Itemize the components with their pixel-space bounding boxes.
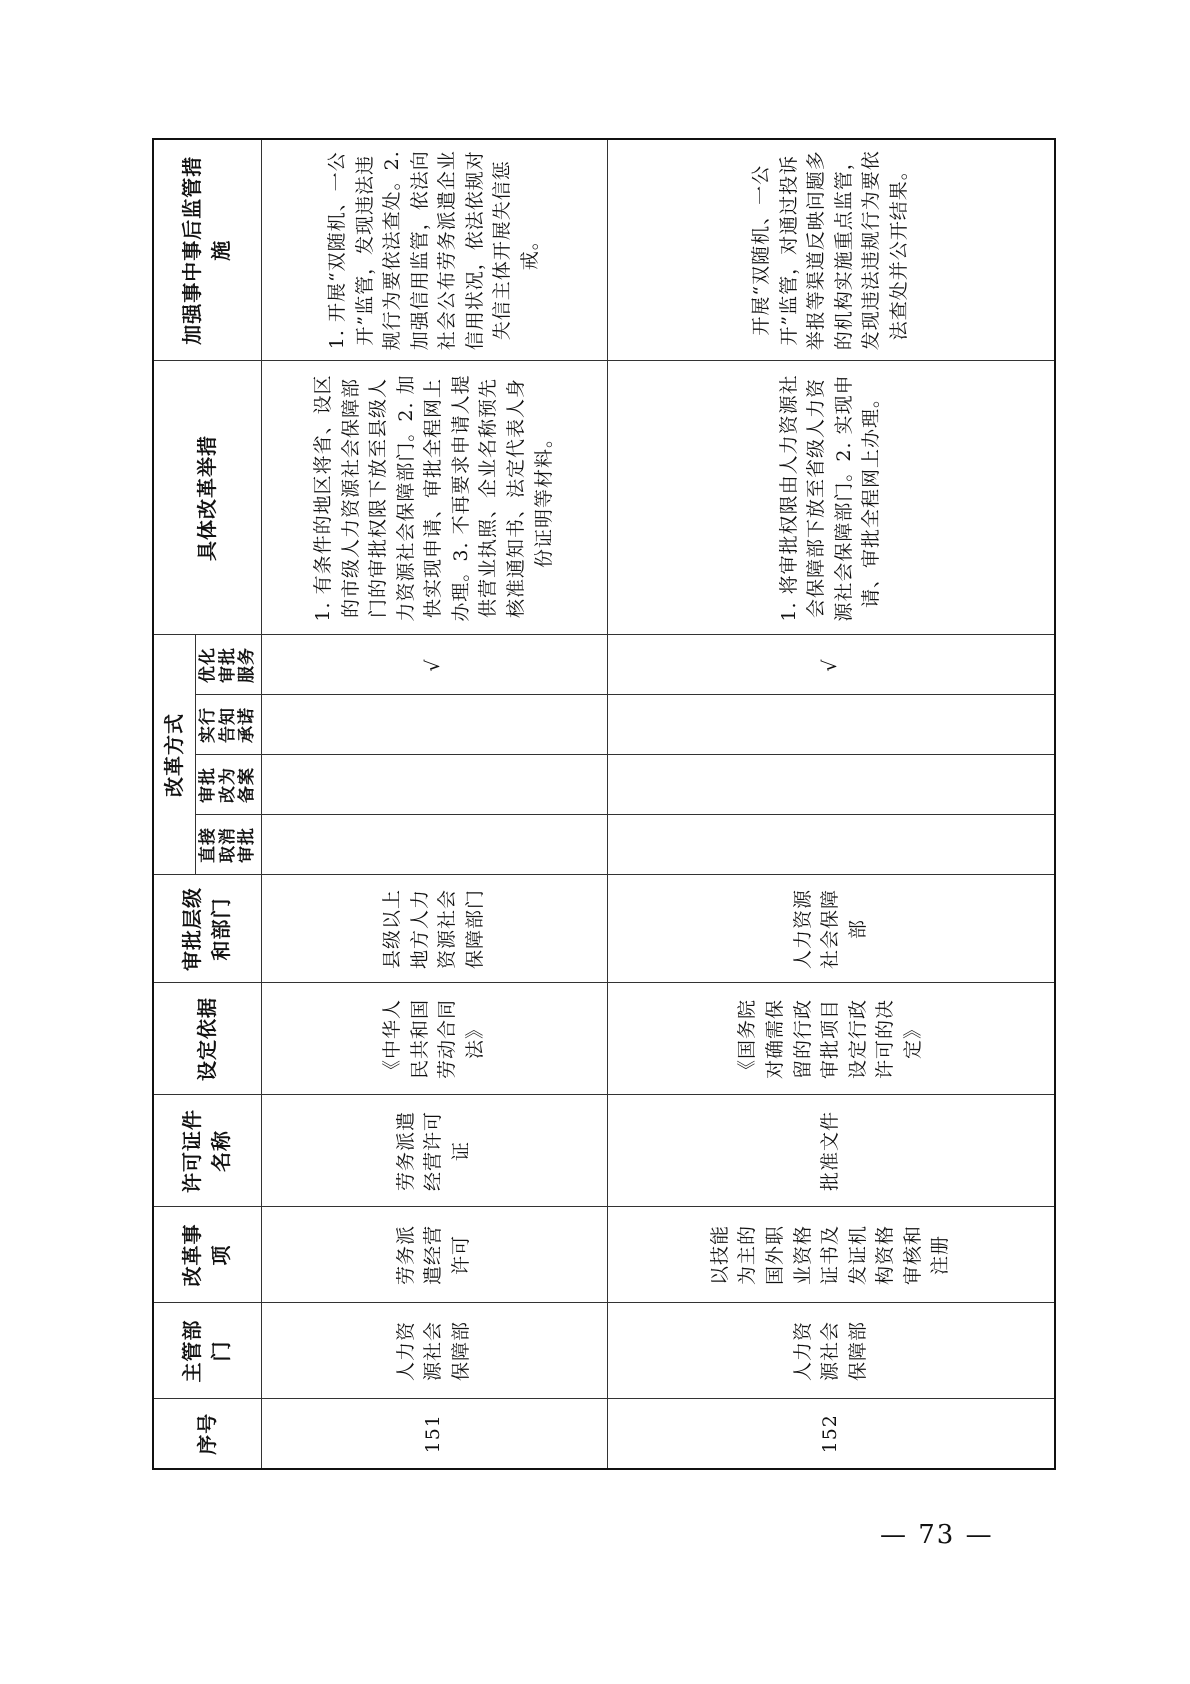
header-item: 改革事项 [153, 1207, 261, 1303]
header-level: 审批层级和部门 [153, 875, 261, 983]
cell-dept: 人力资源社会保障部 [607, 1303, 1055, 1399]
cell-mode-cancel [607, 815, 1055, 875]
cell-level: 人力资源社会保障部 [607, 875, 1055, 983]
cell-measures: 1. 将审批权限由人力资源社会保障部下放至省级人力资源社会保障部门。2. 实现申请、审批全程网上办理。 [607, 361, 1055, 635]
cell-dept: 人力资源社会保障部 [261, 1303, 607, 1399]
table-row-152 [607, 139, 1055, 1469]
cell-basis: 《国务院对确需保留的行政审批项目设定行政许可的决定》 [607, 983, 1055, 1095]
cell-measures: 1. 有条件的地区将省、设区的市级人力资源社会保障部门的审批权限下放至县级人力资源社会保障部门。2. 加快实现申请、审批全程网上办理。3. 不再要求申请人提供营业执照、企业名称预先核准通知书、法定代表人身份证明等材料。 [261, 361, 607, 635]
cell-seq: 151 [261, 1399, 607, 1469]
cell-level: 县级以上地方人力资源社会保障部门 [261, 875, 607, 983]
header-basis: 设定依据 [153, 983, 261, 1095]
header-dept: 主管部门 [153, 1303, 261, 1399]
cell-seq: 152 [607, 1399, 1055, 1469]
cell-mode-filing [607, 755, 1055, 815]
header-license: 许可证件名称 [153, 1095, 261, 1207]
reform-table [152, 138, 1056, 1470]
cell-license: 批准文件 [607, 1095, 1055, 1207]
header-reform-mode: 改革方式 [153, 635, 196, 875]
cell-mode-commitment [261, 695, 607, 755]
cell-basis: 《中华人民共和国劳动合同法》 [261, 983, 607, 1095]
header-mode-optimize: 优化审批服务 [196, 635, 262, 695]
table-row-151 [261, 139, 607, 1469]
check-mark: √ [261, 635, 607, 695]
check-mark: √ [607, 635, 1055, 695]
header-seq: 序号 [153, 1399, 261, 1469]
cell-mode-filing [261, 755, 607, 815]
cell-item: 劳务派遣经营许可 [261, 1207, 607, 1303]
cell-mode-commitment [607, 695, 1055, 755]
header-measures: 具体改革举措 [153, 361, 261, 635]
header-mode-filing: 审批改为备案 [196, 755, 262, 815]
cell-item: 以技能为主的国外职业资格证书及发证机构资格审核和注册 [607, 1207, 1055, 1303]
header-mode-commitment: 实行告知承诺 [196, 695, 262, 755]
header-supervision: 加强事中事后监管措施 [153, 139, 261, 361]
cell-supervision: 开展“双随机、一公开”监管，对通过投诉举报等渠道反映问题多的机构实施重点监管，发现违法违规行为要依法查处并公开结果。 [607, 139, 1055, 361]
reform-table-rotated [152, 150, 1040, 1470]
page-number: — 73 — [880, 1520, 994, 1550]
cell-supervision: 1. 开展“双随机、一公开”监管，发现违法违规行为要依法查处。2. 加强信用监管，依法向社会公布劳务派遣企业信用状况，依法依规对失信主体开展失信惩戒。 [261, 139, 607, 361]
header-mode-cancel: 直接取消审批 [196, 815, 262, 875]
cell-mode-cancel [261, 815, 607, 875]
cell-license: 劳务派遣经营许可证 [261, 1095, 607, 1207]
